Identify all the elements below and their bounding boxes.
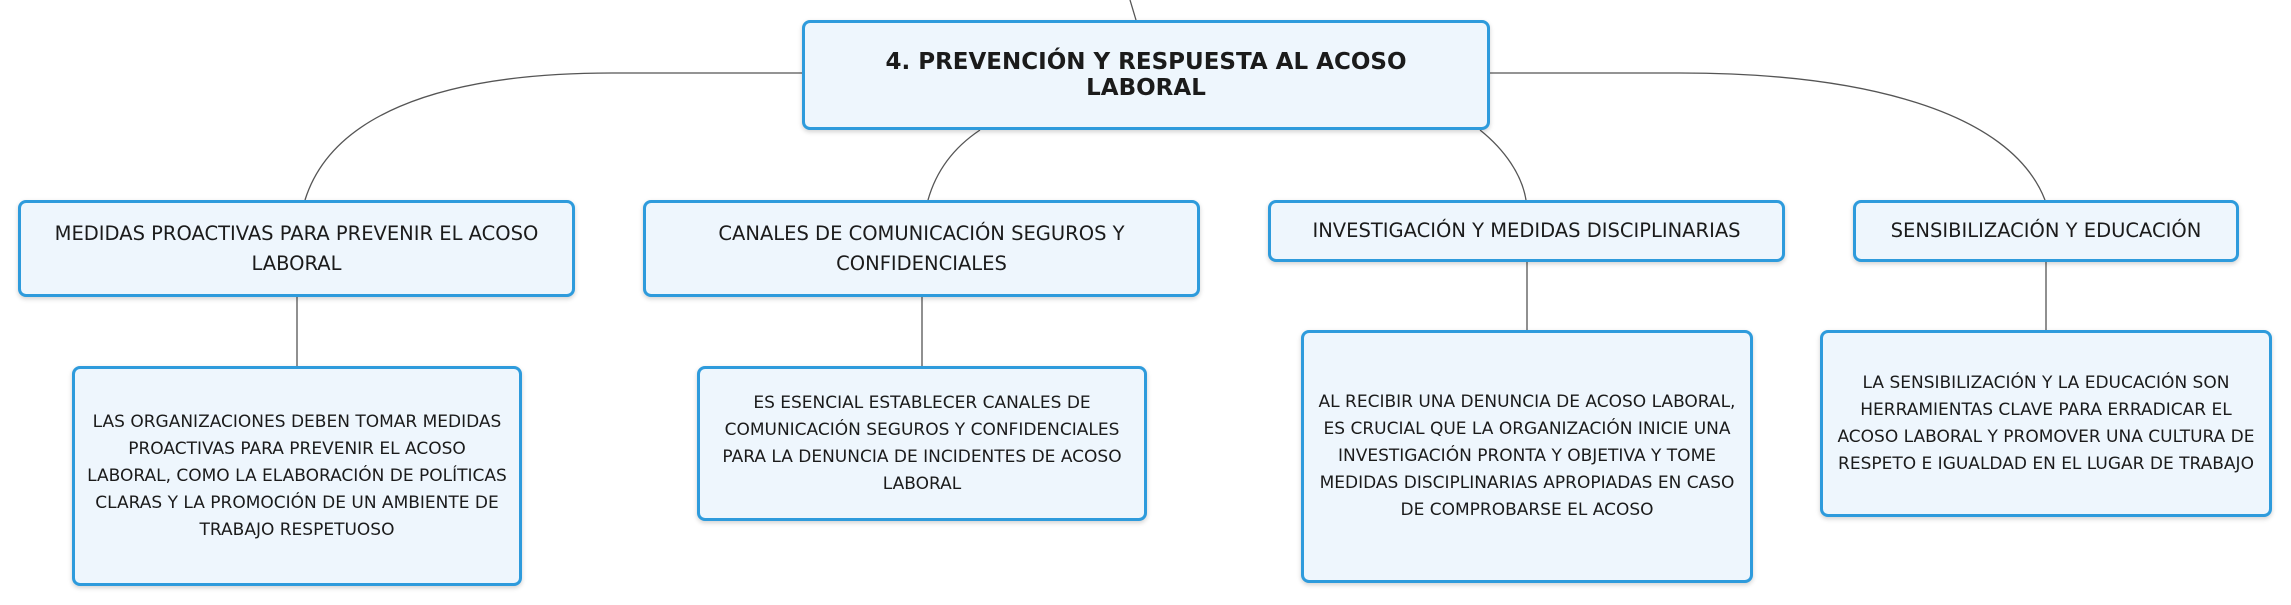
connector-central-topic-3 — [1480, 130, 1526, 200]
central-topic[interactable] — [802, 20, 1490, 130]
description-awareness-education[interactable] — [1820, 330, 2272, 517]
topic-label: MEDIDAS PROACTIVAS PARA PREVENIR EL ACOSO LABORAL — [54, 221, 539, 275]
connector-central-topic-2 — [928, 130, 980, 200]
topic-label: INVESTIGACIÓN Y MEDIDAS DISCIPLINARIAS — [1312, 219, 1741, 242]
description-proactive-measures[interactable] — [72, 366, 522, 586]
topic-investigation-discipline[interactable] — [1268, 200, 1785, 262]
central-topic-title: 4. PREVENCIÓN Y RESPUESTA AL ACOSO LABORAL — [885, 49, 1407, 101]
topic-proactive-measures[interactable] — [18, 200, 575, 297]
description-text: LAS ORGANIZACIONES DEBEN TOMAR MEDIDAS PROACTIVAS PARA PREVENIR EL ACOSO LABORAL, COMO LA ELABORACIÓN DE POLÍTICAS CLARAS Y LA PROMOCIÓN DE UN AMBIENTE DE TRABAJO RESPETUOSO — [87, 411, 507, 540]
description-investigation-discipline[interactable] — [1301, 330, 1753, 583]
topic-communication-channels[interactable] — [643, 200, 1200, 297]
connector-parent — [1130, 0, 1136, 20]
description-text: AL RECIBIR UNA DENUNCIA DE ACOSO LABORAL, ES CRUCIAL QUE LA ORGANIZACIÓN INICIE UNA INVESTIGACIÓN PRONTA Y OBJETIVA Y TOME MEDIDAS DISCIPLINARIAS APROPIADAS EN CASO DE COMPROBARSE EL ACOSO — [1318, 392, 1736, 520]
connector-central-topic-1 — [305, 73, 802, 200]
description-text: ES ESENCIAL ESTABLECER CANALES DE COMUNICACIÓN SEGUROS Y CONFIDENCIALES PARA LA DENUNCIA DE INCIDENTES DE ACOSO LABORAL — [722, 392, 1122, 494]
description-communication-channels[interactable] — [697, 366, 1147, 521]
connector-central-topic-4 — [1490, 73, 2045, 200]
description-text: LA SENSIBILIZACIÓN Y LA EDUCACIÓN SON HERRAMIENTAS CLAVE PARA ERRADICAR EL ACOSO LABORAL Y PROMOVER UNA CULTURA DE RESPETO E IGUALDAD EN EL LUGAR DE TRABAJO — [1837, 372, 2255, 474]
topic-awareness-education[interactable] — [1853, 200, 2239, 262]
topic-label: CANALES DE COMUNICACIÓN SEGUROS Y CONFIDENCIALES — [718, 221, 1125, 275]
topic-label: SENSIBILIZACIÓN Y EDUCACIÓN — [1890, 219, 2202, 242]
